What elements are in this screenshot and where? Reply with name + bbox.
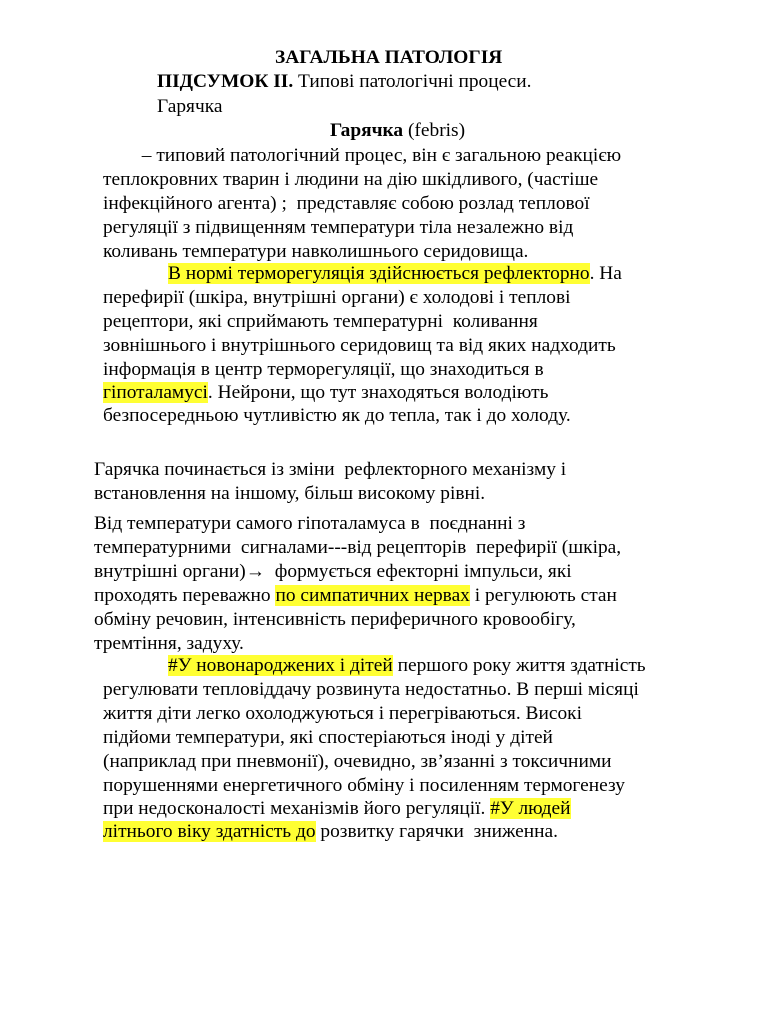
p2-line: безпосередньою чутливістю як до тепла, так і до холоду.: [103, 405, 571, 426]
p4-line: внутрішні органи)→ формується ефекторні імпульси, які: [94, 561, 572, 582]
p1-line: інфекційного агента) ; представляє собою розлад теплової: [103, 193, 590, 214]
p4-line: тремтіння, задуху.: [94, 633, 244, 654]
subtitle-rest: (febris): [403, 120, 466, 141]
doc-title: ЗАГАЛЬНА ПАТОЛОГІЯ: [275, 47, 503, 68]
p1-line: коливань температури навколишнього серидовища.: [103, 241, 529, 262]
highlight: #У новонароджених і дітей: [168, 655, 393, 676]
subtitle-bold: Гарячка: [330, 120, 404, 141]
p2-line: гіпоталамусі. Нейрони, що тут знаходяться володіють: [103, 382, 549, 403]
p1-line: теплокровних тварин і людини на дію шкідливого, (частіше: [103, 169, 599, 190]
highlight: гіпоталамусі: [103, 382, 208, 403]
p5-line: регулювати тепловіддачу розвинута недостатньо. В перші місяці: [103, 679, 639, 700]
subtitle: [330, 119, 465, 143]
p3-line: Гарячка починається із зміни рефлекторного механізму і: [94, 459, 567, 480]
p5-line: (наприклад при пневмонії), очевидно, зв’язанні з токсичними: [103, 751, 612, 772]
p5-line: життя діти легко охолоджуються і перегріваються. Високі: [103, 703, 582, 724]
summary-prefix: ПІДСУМОК ІІ.: [157, 71, 294, 92]
highlight: В нормі терморегуляція здійснюється рефлекторно: [168, 263, 590, 284]
summary-rest: Типові патологічні процеси.: [293, 71, 532, 92]
p2-line: зовнішнього і внутрішнього серидовищ та від яких надходить: [103, 335, 616, 356]
p5-line: при недосконалості механізмів його регуляції. #У людей: [103, 798, 571, 819]
p2-line: рецептори, які сприймають температурні коливання: [103, 311, 538, 332]
highlight: літнього віку здатність до: [103, 821, 316, 842]
p4-line: проходять переважно по симпатичних нервах і регулюють стан: [94, 585, 617, 606]
p4-line: обміну речовин, інтенсивність периферичного кровообігу,: [94, 609, 576, 630]
p4-line: температурними сигналами---від рецепторів перефирії (шкіра,: [94, 537, 622, 558]
p4-line: Від температури самого гіпоталамуса в поєднанні з: [94, 513, 526, 534]
p2-line: перефирії (шкіра, внутрішні органи) є холодові і теплові: [103, 287, 571, 308]
p1-line: – типовий патологічний процес, він є загальною реакцією: [103, 145, 622, 166]
p2-first-line: В нормі терморегуляція здійснюється рефлекторно. На: [168, 263, 622, 284]
p5-line: порушеннями енергетичного обміну і посиленням термогенезу: [103, 775, 625, 796]
p5-line: підйоми температури, які спостеріаються іноді у дітей: [103, 727, 553, 748]
highlight: #У людей: [490, 798, 571, 819]
p2-line: інформація в центр терморегуляції, що знаходиться в: [103, 359, 544, 380]
p5-line: літнього віку здатність до розвитку гарячки зниженна.: [103, 821, 558, 842]
p5-first-line: #У новонароджених і дітей першого року життя здатність: [168, 655, 646, 676]
p3-line: встановлення на іншому, більш високому рівні.: [94, 483, 486, 504]
summary-line: [157, 70, 532, 94]
p1-line: регуляції з підвищенням температури тіла незалежно від: [103, 217, 574, 238]
highlight: по симпатичних нервах: [275, 585, 470, 606]
section-label: Гарячка: [157, 96, 223, 117]
